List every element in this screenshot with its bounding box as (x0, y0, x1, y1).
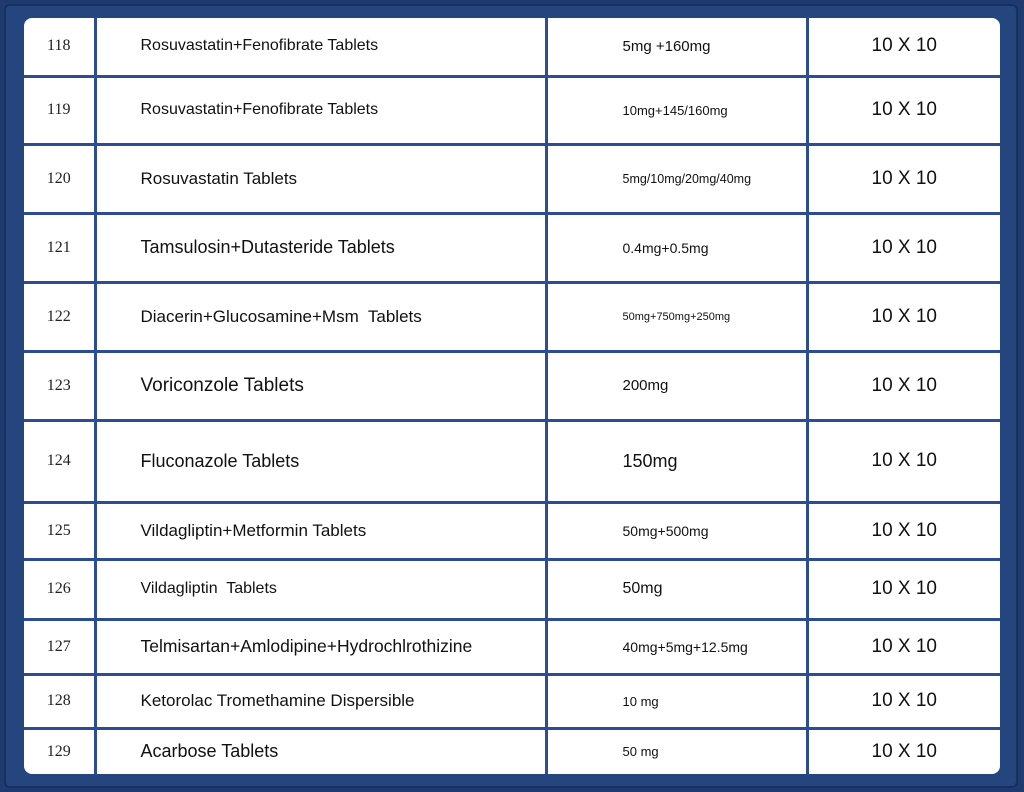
product-name: Ketorolac Tromethamine Dispersible (95, 674, 546, 728)
table-row (24, 728, 1000, 774)
product-strength: 10 mg (546, 674, 807, 728)
table-row (24, 282, 1000, 351)
pack-size: 10 X 10 (807, 213, 1000, 282)
table-row (24, 144, 1000, 213)
product-name: Fluconazole Tablets (95, 420, 546, 502)
product-strength: 40mg+5mg+12.5mg (546, 619, 807, 674)
serial-number: 119 (24, 76, 95, 144)
serial-number: 122 (24, 282, 95, 351)
product-strength: 50mg+750mg+250mg (546, 282, 807, 351)
product-name: Vildagliptin Tablets (95, 559, 546, 619)
serial-number: 124 (24, 420, 95, 502)
product-table-sheet (24, 18, 1000, 774)
product-name: Diacerin+Glucosamine+Msm Tablets (95, 282, 546, 351)
pack-size: 10 X 10 (871, 740, 937, 762)
table-row (24, 502, 1000, 559)
product-name: Voriconzole Tablets (95, 351, 546, 420)
serial-number: 128 (24, 674, 95, 728)
table-row (24, 559, 1000, 619)
pack-size: 10 X 10 (807, 144, 1000, 213)
product-strength: 50 mg (546, 728, 807, 774)
table-row (24, 674, 1000, 728)
pack-size: 10 X 10 (807, 18, 1000, 76)
serial-number: 129 (24, 728, 95, 774)
pack-size: 10 X 10 (807, 674, 1000, 728)
pack-size: 10 X 10 (807, 76, 1000, 144)
serial-number: 123 (24, 351, 95, 420)
serial-number: 121 (24, 213, 95, 282)
product-strength: 150mg (546, 420, 807, 502)
product-strength: 0.4mg+0.5mg (546, 213, 807, 282)
table-row (24, 18, 1000, 76)
pack-size: 10 X 10 (807, 502, 1000, 559)
table-row (24, 213, 1000, 282)
serial-number: 118 (24, 18, 95, 76)
table-row (24, 420, 1000, 502)
product-strength: 200mg (546, 351, 807, 420)
pack-size: 10 X 10 (807, 420, 1000, 502)
pack-size: 10 X 10 (807, 559, 1000, 619)
serial-number: 127 (24, 619, 95, 674)
product-name: Acarbose Tablets (95, 728, 546, 774)
pack-size: 10 X 10 (807, 282, 1000, 351)
pack-size: 10 X 10 (807, 619, 1000, 674)
table-row (24, 351, 1000, 420)
product-name: Rosuvastatin+Fenofibrate Tablets (95, 18, 546, 76)
product-table (24, 18, 1000, 774)
product-strength: 50mg (546, 559, 807, 619)
serial-number: 126 (24, 559, 95, 619)
product-name: Rosuvastatin+Fenofibrate Tablets (95, 76, 546, 144)
pack-size: 10 X 10 (807, 351, 1000, 420)
product-name: Vildagliptin+Metformin Tablets (95, 502, 546, 559)
table-row (24, 76, 1000, 144)
product-name: Telmisartan+Amlodipine+Hydrochlrothizine (95, 619, 546, 674)
product-name: Tamsulosin+Dutasteride Tablets (95, 213, 546, 282)
product-strength: 10mg+145/160mg (546, 76, 807, 144)
product-name: Rosuvastatin Tablets (95, 144, 546, 213)
serial-number: 125 (24, 502, 95, 559)
product-strength: 50mg+500mg (546, 502, 807, 559)
table-row (24, 619, 1000, 674)
product-strength: 5mg/10mg/20mg/40mg (546, 144, 807, 213)
product-strength: 5mg +160mg (546, 18, 807, 76)
serial-number: 120 (24, 144, 95, 213)
